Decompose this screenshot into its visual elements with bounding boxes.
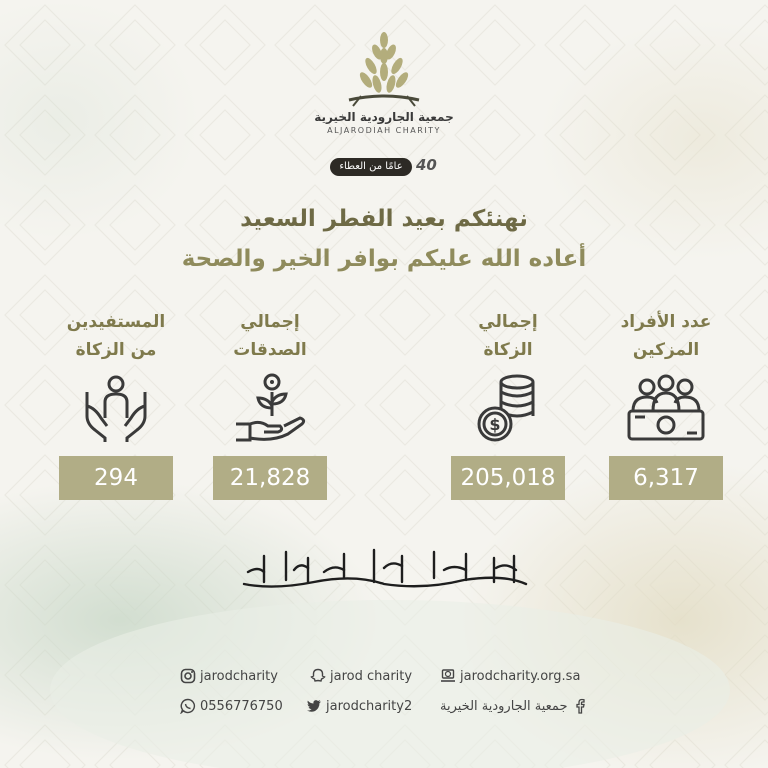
stat-value: 205,018 [451, 456, 565, 500]
stat-label-line1: عدد الأفراد [620, 312, 712, 332]
wheat-logo-icon [339, 30, 429, 110]
stat-label-line2: الزكاة [483, 340, 533, 360]
instagram-handle: jarodcharity [200, 668, 278, 684]
hand-plant-icon [232, 372, 308, 444]
whatsapp-icon [180, 698, 196, 714]
people-money-icon [625, 373, 707, 443]
stat-beneficiaries [56, 308, 176, 500]
badge-number: 40 [416, 156, 437, 174]
contact-instagram[interactable] [180, 668, 278, 684]
stat-total-charity [210, 308, 330, 500]
stat-value: 6,317 [609, 456, 723, 500]
org-name-ar: جمعية الجارودية الخيرية [314, 110, 454, 124]
facebook-page: جمعية الجارودية الخيرية [440, 698, 568, 714]
contact-twitter[interactable] [306, 698, 412, 714]
stat-label-line1: إجمالي [240, 312, 300, 332]
calligraphy-text [234, 548, 235, 549]
stat-value: 294 [59, 456, 173, 500]
stat-total-zakat [448, 308, 568, 500]
contact-facebook[interactable] [440, 698, 588, 714]
coins-dollar-icon [473, 372, 543, 444]
contact-whatsapp[interactable] [180, 698, 283, 714]
stat-contributors [606, 308, 726, 500]
stat-label-line1: إجمالي [478, 312, 538, 332]
svg-text:$: $ [489, 415, 501, 434]
badge-text: عامًا من العطاء [330, 158, 412, 176]
website-url: jarodcharity.org.sa [460, 668, 581, 684]
twitter-handle: jarodcharity2 [326, 698, 413, 714]
contact-website[interactable] [440, 668, 580, 684]
hands-person-icon [81, 372, 151, 444]
snapchat-icon [310, 668, 326, 684]
stat-label-line2: المزكين [632, 340, 700, 360]
anniversary-badge [330, 156, 440, 178]
stat-label-line1: المستفيدين [66, 312, 166, 332]
whatsapp-number: 0556776750 [200, 698, 283, 714]
globe-laptop-icon [440, 668, 456, 684]
snapchat-handle: jarod charity [330, 668, 413, 684]
stat-label-line2: من الزكاة [75, 340, 157, 360]
instagram-icon [180, 668, 196, 684]
twitter-icon [306, 698, 322, 714]
calligraphy-art [234, 548, 534, 592]
greeting-line-2: أعاده الله عليكم بوافر الخير والصحة [181, 246, 587, 272]
greeting-line-1: نهنئكم بعيد الفطر السعيد [240, 206, 528, 232]
org-name-en: ALJARODIAH CHARITY [327, 126, 441, 135]
contact-snapchat[interactable] [310, 668, 412, 684]
facebook-icon [572, 698, 588, 714]
stat-label-line2: الصدقات [233, 340, 307, 360]
stat-value: 21,828 [213, 456, 327, 500]
calligraphy [234, 548, 534, 592]
